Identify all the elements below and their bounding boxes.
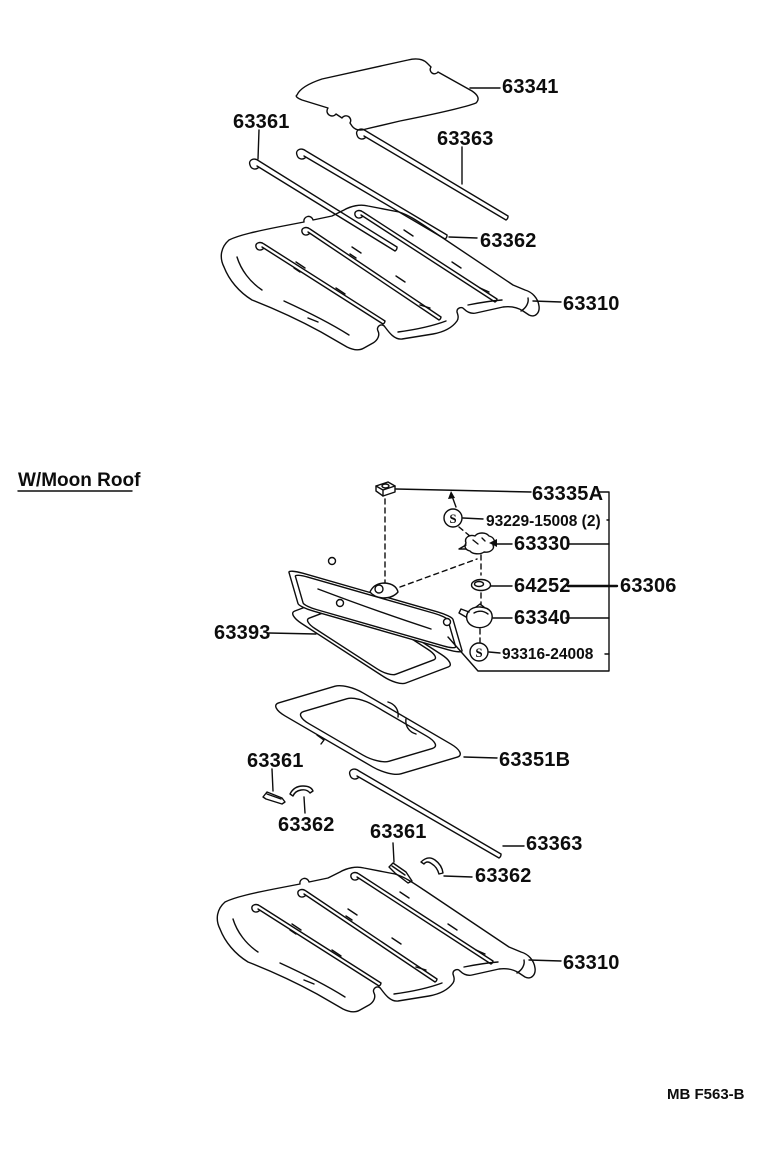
section-standard-roof <box>221 59 619 350</box>
callout-93229-15008: 93229-15008 (2) <box>486 513 601 530</box>
callout-63362-left: 63362 <box>278 814 335 836</box>
handle-cup <box>370 583 398 598</box>
section-moon-roof <box>18 470 677 1012</box>
pivot-tab <box>444 619 451 626</box>
callout-63362-top: 63362 <box>480 230 537 252</box>
callout-63330: 63330 <box>514 533 571 555</box>
callout-63306: 63306 <box>620 575 677 597</box>
drawing-code: MB F563-B <box>667 1086 745 1103</box>
screw-symbol-s: S <box>449 511 457 526</box>
callout-63361-left: 63361 <box>247 750 304 772</box>
part-nut-63335A <box>376 482 395 496</box>
callout-63310-top: 63310 <box>563 293 620 315</box>
part-clip-63361-left <box>263 792 285 804</box>
section-heading-moon-roof: W/Moon Roof <box>18 470 141 491</box>
part-washer-64252 <box>472 580 491 591</box>
callout-64252: 64252 <box>514 575 571 597</box>
screw-marker-93229 <box>444 491 462 527</box>
part-headlining-63310-top <box>221 205 539 350</box>
callout-63310-bottom: 63310 <box>563 952 620 974</box>
callout-63363-bottom: 63363 <box>526 833 583 855</box>
part-rail-63363-bottom <box>350 769 501 858</box>
pivot-tab <box>329 558 336 565</box>
part-clip-63362-mid <box>421 858 443 874</box>
pivot-tab <box>337 600 344 607</box>
screw-symbol-s: S <box>475 645 483 660</box>
callout-63335A: 63335A <box>532 483 604 505</box>
part-silencer-pad-63341 <box>296 59 478 130</box>
part-headlining-63310-bottom <box>217 867 535 1012</box>
callout-63341: 63341 <box>502 76 559 98</box>
callout-63362-mid: 63362 <box>475 865 532 887</box>
screw-marker-93316 <box>470 643 488 661</box>
screw-arrow <box>448 491 455 499</box>
callout-63351B: 63351B <box>499 749 571 771</box>
part-sunshade-panel-63306 <box>288 558 463 655</box>
callout-63393: 63393 <box>214 622 271 644</box>
callout-93316-24008: 93316-24008 <box>502 646 594 663</box>
callout-63361-mid: 63361 <box>370 821 427 843</box>
callout-63361-top: 63361 <box>233 111 290 133</box>
callout-63363-top: 63363 <box>437 128 494 150</box>
part-clip-63362-left <box>290 786 313 796</box>
part-grommet-63340 <box>459 604 492 628</box>
leader-lines-moon-roof <box>269 489 617 961</box>
part-bracket-63330 <box>459 533 494 554</box>
callout-63340: 63340 <box>514 607 571 629</box>
